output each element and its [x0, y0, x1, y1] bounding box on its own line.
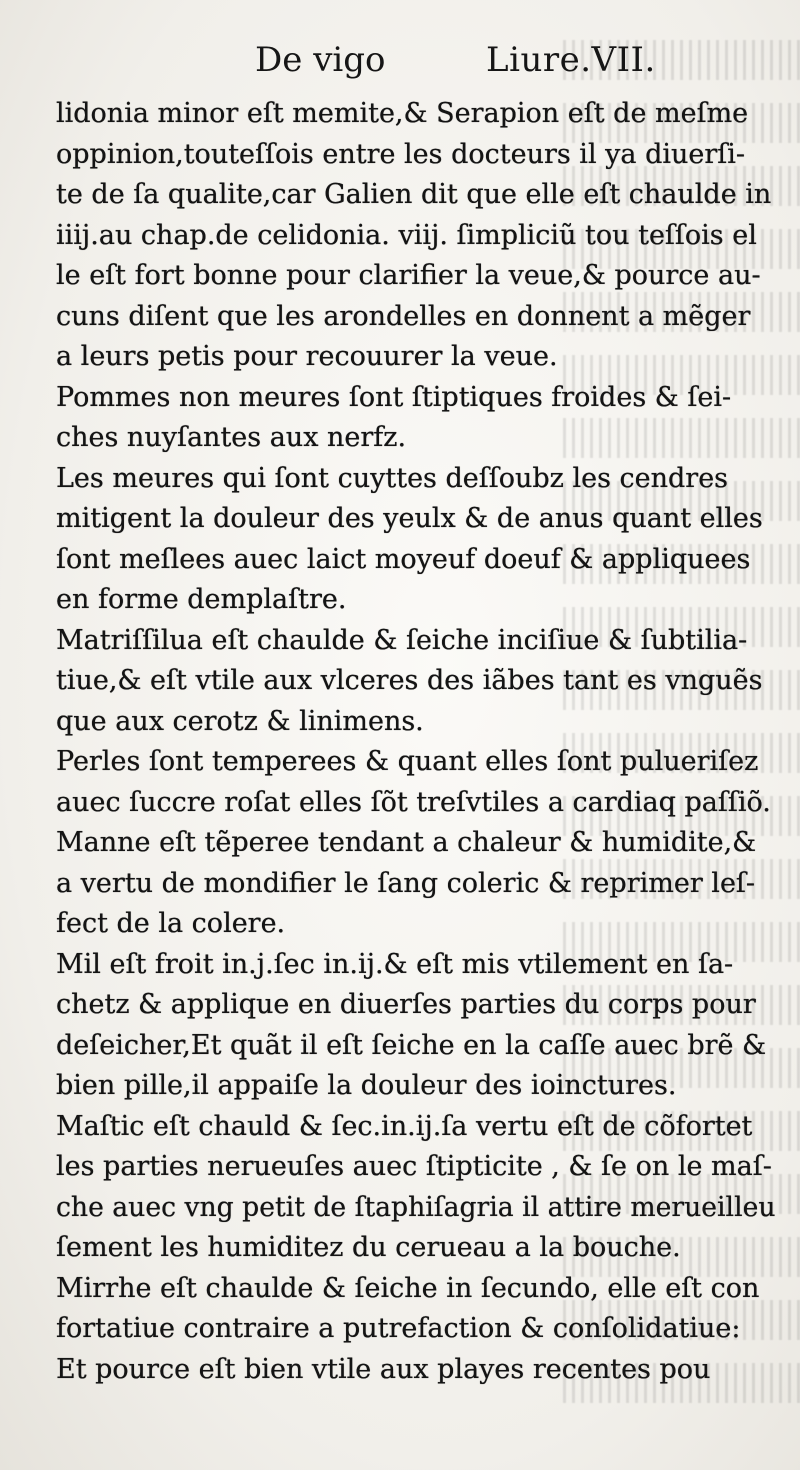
text-line: ſont meſlees auec laict moyeuf doeuf & appliquees — [56, 543, 751, 575]
text-entry — [56, 1269, 776, 1391]
text-line: Pommes non meures ſont ſtiptiques froides & ſei- — [56, 381, 732, 413]
body-text — [56, 94, 776, 1390]
text-line: iiij.au chap.de celidonia. viij. ſimpliciũ tou teſſois el — [56, 219, 757, 251]
text-entry — [56, 1107, 776, 1269]
text-line: tiue,& eſt vtile aux vlceres des iãbes tant es vnguẽs — [56, 665, 763, 696]
text-entry — [56, 378, 776, 459]
text-line: ſement les humiditez du cerueau a la bouche. — [56, 1232, 681, 1263]
text-line: en forme demplaſtre. — [56, 584, 347, 615]
text-line: Mil eſt froit in.j.ſec in.ij.& eſt mis vtilement en ſa- — [56, 948, 734, 980]
running-head-book-number: Liure.VII. — [486, 40, 656, 80]
text-line: chetz & applique en diuerſes parties du corps pour — [56, 989, 756, 1020]
text-line: ches nuyſantes aux nerfz. — [56, 422, 407, 453]
text-entry — [56, 621, 776, 743]
text-line: a leurs petis pour recouurer la veue. — [56, 341, 558, 372]
text-line: Les meures qui ſont cuyttes deſſoubz les cendres — [56, 462, 729, 494]
text-entry — [56, 823, 776, 945]
text-line: fect de la colere. — [56, 908, 286, 939]
running-head-title: De vigo — [255, 40, 386, 80]
text-entry — [56, 94, 776, 378]
text-entry — [56, 459, 776, 621]
text-line: le eſt fort bonne pour clarifier la veue,& pource au- — [56, 260, 761, 291]
text-line: auec ſuccre roſat elles ſõt treſvtiles a cardiaq paſſiõ. — [56, 786, 771, 818]
text-line: Mirrhe eſt chaulde & ſeiche in ſecundo, elle eſt con — [56, 1272, 760, 1304]
text-line: a vertu de mondifier le ſang coleric & reprimer leſ- — [56, 867, 756, 899]
text-line: Manne eſt tẽperee tendant a chaleur & humidite,& — [56, 827, 757, 858]
text-entry — [56, 742, 776, 823]
text-line: deſeicher,Et quãt il eſt ſeiche en la caſſe auec brẽ & — [56, 1029, 767, 1061]
text-line: Maſtic eſt chauld & ſec.in.ij.ſa vertu eſt de cõfortet — [56, 1110, 753, 1142]
text-line: mitigent la douleur des yeulx & de anus quant elles — [56, 503, 763, 534]
running-head — [0, 38, 800, 86]
text-line: te de ſa qualite,car Galien dit que elle eſt chaulde in — [56, 179, 772, 210]
text-line: fortatiue contraire a putrefaction & conſolidatiue: — [56, 1313, 741, 1344]
text-line: che auec vng petit de ſtaphiſagria il attire merueilleu — [56, 1191, 776, 1223]
text-line: Perles ſont temperees & quant elles ſont pulueriſez — [56, 746, 759, 777]
text-line: bien pille,il appaiſe la douleur des ioinctures. — [56, 1070, 677, 1101]
text-line: que aux cerotz & linimens. — [56, 705, 424, 737]
text-entry — [56, 945, 776, 1107]
text-line: Et pource eſt bien vtile aux playes recentes pou — [56, 1353, 711, 1385]
text-line: oppinion,touteſſois entre les docteurs il ya diuerſi- — [56, 138, 746, 170]
text-line: les parties nerueuſes auec ſtipticite , & ſe on le maſ- — [56, 1151, 772, 1182]
text-line: lidonia minor eſt memite,& Serapion eſt de meſme — [56, 98, 749, 129]
text-line: Matriſſilua eſt chaulde & ſeiche inciſiue & ſubtilia- — [56, 624, 748, 656]
text-line: cuns diſent que les arondelles en donnent a mẽger — [56, 300, 751, 332]
